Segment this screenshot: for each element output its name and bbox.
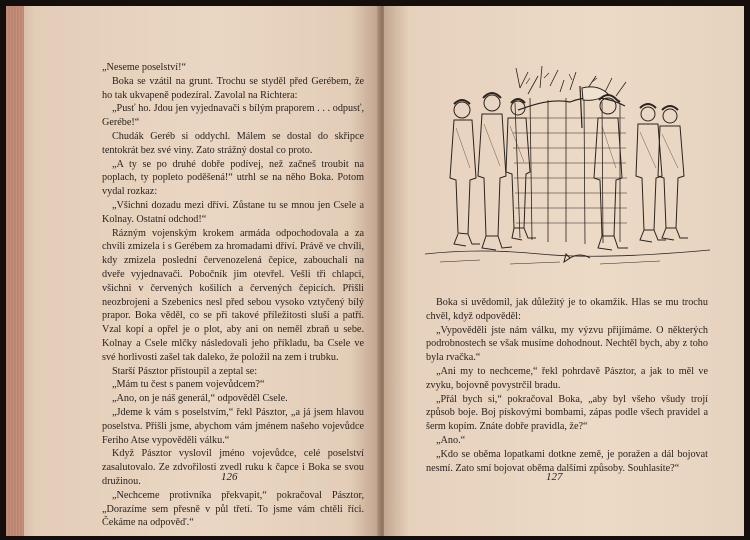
paragraph: Starší Pásztor přistoupil a zeptal se: <box>112 365 258 377</box>
open-book <box>6 6 744 536</box>
paragraph: „Nechceme protivníka překvapit,“ pokračoval Pásztor, „Dorazíme sem přesně v půl třetí. To jsme vám chtěli říci. Čekáme na odpověď.“ <box>102 489 364 529</box>
paragraph: „Jdeme k vám s poselstvím,“ řekl Pásztor, „a já jsem hlavou poselstva. Přišli jsme, abychom vám jménem našeho vojevůdce Feriho Atse vypověděli válku.“ <box>102 406 364 446</box>
paragraph: „Mám tu čest s panem vojevůdcem?“ <box>112 379 265 391</box>
page-edges <box>6 6 24 536</box>
paragraph: „Všichni dozadu mezi dříví. Zůstane tu se mnou jen Csele a Kolnay. Ostatní odchod!“ <box>102 199 364 225</box>
left-page-text <box>102 61 364 530</box>
paragraph: Když Pásztor vyslovil jméno vojevůdce, celé poselství zasalutovalo. Ze zdvořilosti zvedl ruku k čapce i Boka se svou družinou. <box>102 448 364 487</box>
left-page <box>6 6 380 536</box>
paragraph: Boka se vzátil na grunt. Trochu se styděl před Gerébem, že ho tak ukvapeně podezíral. Zavolal na Richtera: <box>102 75 364 101</box>
paragraph: „Ano, on je náš generál,“ odpověděl Csele. <box>112 393 288 405</box>
right-page <box>384 6 744 536</box>
paragraph: „Vypověděli jste nám válku, my výzvu přijímáme. O některých podrobnostech se však musíme dohodnout. Nechtěl bych, aby z toho byla rvačka.“ <box>426 324 708 364</box>
page-number-right: 127 <box>546 471 563 483</box>
paragraph: „Přál bych si,“ pokračoval Boka, „aby byl všeho všudy trojí způsob boje. Boj pískovými bombami, zápas podle všech pravidel a šerm kopím. Znáte dobře pravidla, že?“ <box>426 393 708 433</box>
page-number-left: 126 <box>221 471 238 483</box>
boys-with-flag-illustration-icon <box>420 58 712 282</box>
paragraph: Chudák Geréb si oddychl. Málem se dostal do skřipce tentokrát bez své viny. Zato strážný dostal co proto. <box>102 130 364 156</box>
paragraph: „Ani my to nechceme,“ řekl pohrdavě Pásztor, a jak to měl ve zvyku, bojovně povystrčil bradu. <box>426 365 708 391</box>
paragraph: „Kdo se oběma lopatkami dotkne země, je poražen a dál bojovat nesmí. Zato smí bojovat oběma dalšími způsoby. Souhlasíte?“ <box>426 448 708 474</box>
right-page-text <box>426 296 708 475</box>
paragraph: „Neseme poselství!“ <box>102 62 187 73</box>
paragraph: „Ano.“ <box>436 434 466 446</box>
paragraph: Rázným vojenským krokem armáda odpochodovala a za chvíli zmizela i s Gerébem za hromadami dříví. Právě ve chvíli, kdy zmizela poslední červenozelená čepice, zabouchali na dveře vyjednavači. Pobočník jim otevřel. Vešli tři chlapci, všichni v červených košilích a červených čepicích. Přišli neozbrojeni a Szebenics nesl před sebou vysoko vztyčený bílý prapor. Boka věděl, co se při takové příležitosti sluší a patří. Vzal kopí a opřel je o plot, aby ani on neměl zbraň u sebe. Kolnay a Csele mlčky následovali jeho příkladu, ba Csele ve své horlivosti zašel tak daleko, že položil na zem i trubku. <box>102 227 364 363</box>
paragraph: Boka si uvědomil, jak důležitý je to okamžik. Hlas se mu trochu chvěl, když odpověděl: <box>426 297 708 322</box>
paragraph: „A ty se po druhé dobře podívej, než začneš troubit na poplach, ty popleto poděšená!“ utrhl se na něho Boka. Potom vydal rozkaz: <box>102 158 364 198</box>
paragraph: „Pusť ho. Jdou jen vyjednavači s bílým praporem . . . odpusť, Gerébe!“ <box>102 103 364 129</box>
